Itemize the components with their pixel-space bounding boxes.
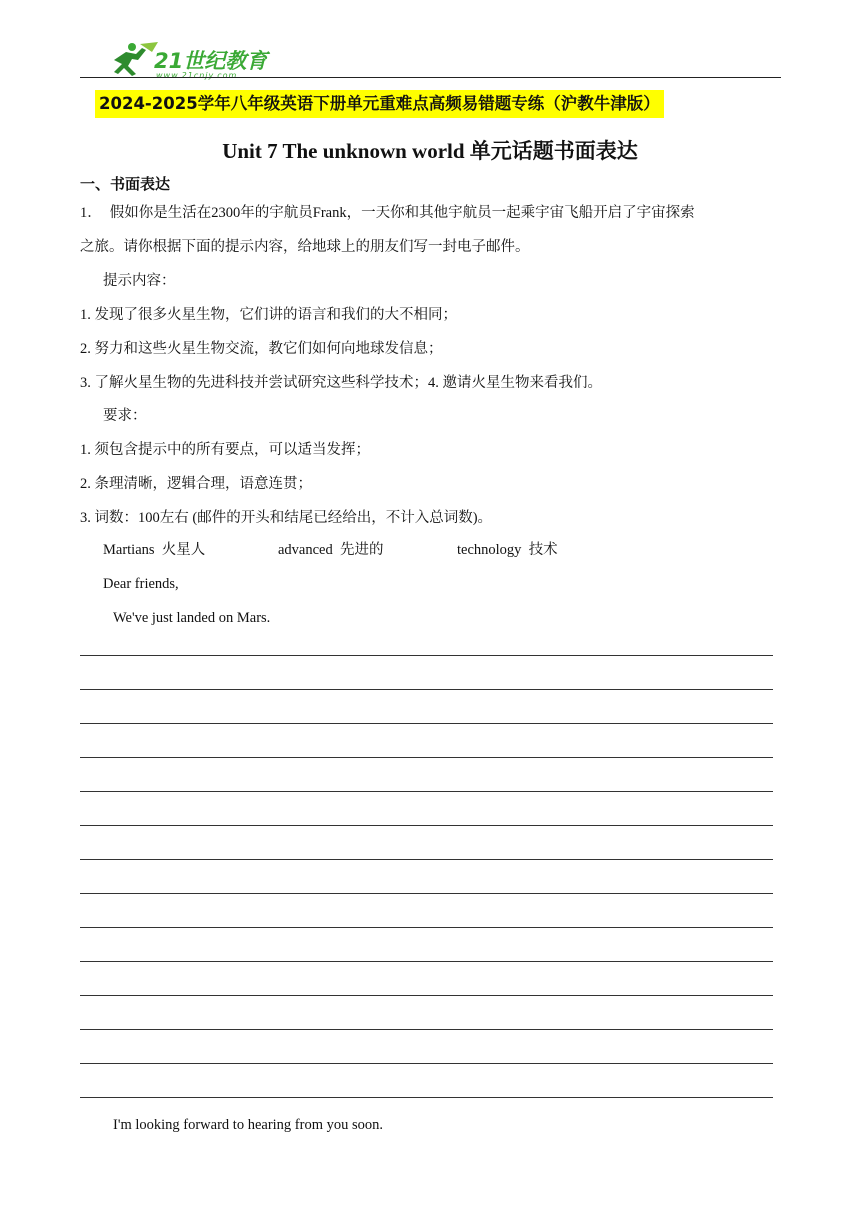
hint-item-1: 1. 发现了很多火星生物，它们讲的语言和我们的大不相同；	[80, 307, 457, 323]
answer-line[interactable]	[80, 1063, 773, 1064]
site-logo	[106, 40, 276, 80]
hint-item-3: 3. 了解火星生物的先进科技并尝试研究这些科学技术；4. 邀请火星生物来看我们。	[80, 375, 602, 391]
letter-closing: I'm looking forward to hearing from you soon.	[113, 1117, 384, 1133]
vocab-item-advanced	[278, 540, 384, 560]
answer-line[interactable]	[80, 893, 773, 894]
requirement-item-2: 2. 条理清晰，逻辑合理，语意连贯；	[80, 476, 312, 492]
header-rule	[80, 77, 781, 78]
logo-text: 21世纪教育	[154, 49, 268, 73]
answer-line[interactable]	[80, 825, 773, 826]
hints-label: 提示内容：	[103, 273, 176, 289]
vocab-meaning: 技术	[528, 542, 558, 558]
answer-line[interactable]	[80, 1029, 773, 1030]
answer-line[interactable]	[80, 723, 773, 724]
letter-opening: We've just landed on Mars.	[113, 610, 271, 626]
vocab-meaning: 先进的	[340, 542, 384, 558]
prompt-text-1: 假如你是生活在2300年的宇航员Frank，一天你和其他宇航员一起乘宇宙飞船开启了宇宙探索	[109, 205, 695, 221]
vocab-word: Martians	[103, 542, 155, 558]
answer-line[interactable]	[80, 655, 773, 656]
answer-line[interactable]	[80, 689, 773, 690]
answer-line[interactable]	[80, 995, 773, 996]
answer-line[interactable]	[80, 757, 773, 758]
section-heading: 一、书面表达	[80, 175, 171, 193]
requirement-item-3: 3. 词数：100左右 (邮件的开头和结尾已经给出，不计入总词数)。	[80, 510, 493, 526]
letter-salutation: Dear friends,	[103, 576, 179, 592]
page-title: Unit 7 The unknown world 单元话题书面表达	[222, 139, 638, 163]
vocab-word: technology	[457, 542, 522, 558]
answer-line[interactable]	[80, 1097, 773, 1098]
requirement-item-1: 1. 须包含提示中的所有要点，可以适当发挥；	[80, 442, 370, 458]
answer-line[interactable]	[80, 859, 773, 860]
question-prompt-line-1	[80, 203, 695, 223]
vocab-word: advanced	[278, 542, 333, 558]
runner-icon	[114, 42, 158, 76]
series-title: 2024-2025学年八年级英语下册单元重难点高频易错题专练（沪教牛津版）	[95, 90, 664, 118]
requirements-label: 要求：	[103, 408, 147, 424]
answer-line[interactable]	[80, 791, 773, 792]
question-number: 1．	[80, 205, 102, 221]
logo-url: www.21cnjy.com	[156, 71, 238, 80]
vocab-item-technology	[457, 540, 558, 560]
answer-line[interactable]	[80, 927, 773, 928]
answer-line[interactable]	[80, 961, 773, 962]
vocab-meaning: 火星人	[161, 542, 206, 558]
vocab-item-martians	[103, 540, 205, 560]
hint-item-2: 2. 努力和这些火星生物交流，教它们如何向地球发信息；	[80, 341, 443, 357]
prompt-text-2: 之旅。请你根据下面的提示内容，给地球上的朋友们写一封电子邮件。	[80, 239, 530, 255]
